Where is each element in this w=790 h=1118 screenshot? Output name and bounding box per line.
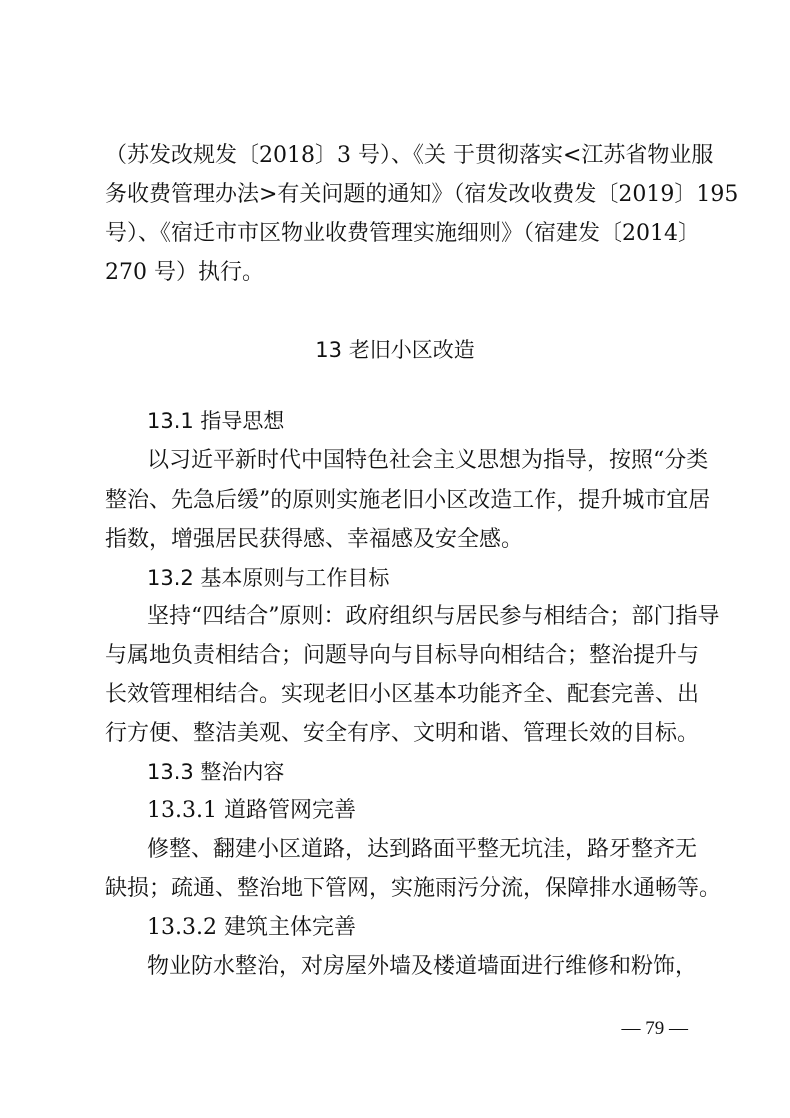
paragraph-line: 与属地负责相结合；问题导向与目标导向相结合；整治提升与	[105, 643, 700, 668]
subsection-title-13-3: 13.3 整治内容	[147, 760, 285, 784]
paragraph-line: 长效管理相结合。实现老旧小区基本功能齐全、配套完善、出	[105, 682, 700, 707]
paragraph-line: 物业防水整治，对房屋外墙及楼道墙面进行维修和粉饰，	[147, 954, 698, 979]
subsubsection-title-13-3-2: 13.3.2 建筑主体完善	[147, 915, 356, 940]
body-line-1: （苏发改规发〔2018〕3 号）、《关 于贯彻落实<江苏省物业服	[105, 143, 714, 168]
paragraph-line: 指数，增强居民获得感、幸福感及安全感。	[105, 527, 524, 552]
subsection-title-13-2: 13.2 基本原则与工作目标	[147, 566, 390, 590]
paragraph-line: 缺损；疏通、整治地下管网，实施雨污分流，保障排水通畅等。	[105, 876, 722, 901]
paragraph-line: 行方便、整洁美观、安全有序、文明和谐、管理长效的目标。	[105, 721, 700, 746]
paragraph-line: 坚持“四结合”原则：政府组织与居民参与相结合；部门指导	[147, 604, 720, 629]
paragraph-line: 整治、先急后缓”的原则实施老旧小区改造工作，提升城市宜居	[105, 488, 711, 513]
paragraph-line: 修整、翻建小区道路，达到路面平整无坑洼，路牙整齐无	[147, 837, 698, 862]
body-line-3: 号）、《宿迁市市区物业收费管理实施细则》（宿建发〔2014〕	[105, 221, 700, 246]
body-line-4: 270 号）执行。	[105, 260, 264, 285]
body-line-2: 务收费管理办法>有关问题的通知》（宿发改收费发〔2019〕195	[105, 182, 739, 207]
subsection-title-13-1: 13.1 指导思想	[147, 409, 285, 433]
subsubsection-title-13-3-1: 13.3.1 道路管网完善	[147, 798, 356, 823]
paragraph-line: 以习近平新时代中国特色社会主义思想为指导，按照“分类	[147, 448, 709, 473]
page-number: — 79 —	[621, 1018, 688, 1039]
section-title: 13 老旧小区改造	[315, 338, 475, 362]
